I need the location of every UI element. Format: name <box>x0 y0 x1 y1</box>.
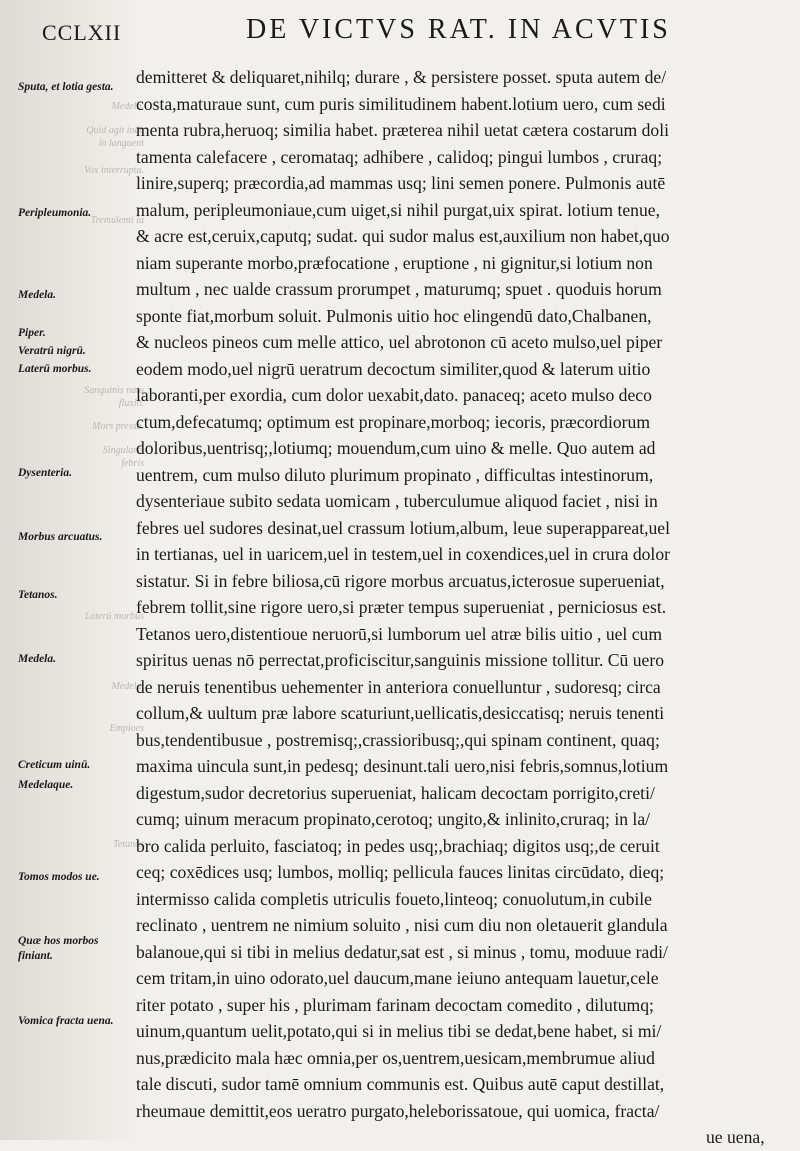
text-line: sistatur. Si in febre biliosa,cū rigore morbus arcuatus,icterosue superueniat, <box>136 570 665 591</box>
text-line: dysenteriaue subito sedata uomicam , tuberculumue aliquod faciet , nisi in <box>136 491 658 511</box>
text-line: nus,prædicito mala hæc omnia,per os,uentrem,uesicam,membrumue aliud <box>136 1047 655 1068</box>
text-line: uinum,quantum uelit,potato,qui si in melius tibi se dedat,bene habet, si mi/ <box>136 1021 662 1041</box>
text-line: bus,tendentibusue , postremisq;,crassioribusq;,qui spinam continent, quaq; <box>136 729 660 750</box>
text-line: tamenta calefacere , ceromataq; adhibere , calidoq; pingui lumbos , cruraq; <box>136 146 663 167</box>
show-through-text: Tremulenti ia <box>90 215 144 226</box>
marginal-note: Tomos modos ue. <box>18 871 100 883</box>
text-line: cem tritam,in uino odorato,uel daucum,mane ieiuno antequam lauetur,cele <box>136 968 659 988</box>
marginal-note: Laterū morbus. <box>18 363 92 375</box>
text-line: doloribus,uentrisq;,lotiumq; mouendum,cum uino & melle. Quo autem ad <box>136 438 656 458</box>
text-line: rheumaue demittit,eos ueratro purgato,heleborissatoue, qui uomica, fracta/ <box>136 1100 660 1121</box>
text-line: febres uel sudores desinat,uel crassum lotium,album, leue superappareat,uel <box>136 517 670 538</box>
text-line: niam superante morbo,præfocatione , eruptione , ni gignitur,si lotium non <box>136 252 653 273</box>
show-through-text: Laterū morbus <box>84 611 144 622</box>
text-line: de neruis tenentibus uehementer in anteriora conuelluntur , sudoresq; circa <box>136 676 661 697</box>
show-through-text: Tetanos <box>113 839 144 850</box>
text-line: bro calida perluito, fasciatoq; in pedes usq;,brachiaq; digitos usq;,de ceruit <box>136 835 660 856</box>
text-line: cumq; uinum meracum propinato,cerotoq; ungito,& inlinito,cruraq; in la/ <box>136 809 651 829</box>
marginal-note: Veratrū nigrū. <box>18 345 86 357</box>
show-through-text: Singularis febris <box>102 445 144 469</box>
marginal-note: Piper. <box>18 327 46 339</box>
text-line: ue uena, <box>706 1127 765 1147</box>
text-line: laboranti,per exordia, cum dolor uexabit,dato. panaceq; aceto mulso deco <box>136 385 652 405</box>
text-line: multum , nec ualde crassum prorumpet , maturumq; spuet . quoduis horum <box>136 279 662 299</box>
text-line: ctum,defecatumq; optimum est propinare,morboq; iecoris, præcordiorum <box>136 411 650 432</box>
text-line: costa,maturaue sunt, cum puris similitudinem habent.lotium uero, cum sedi <box>136 93 666 114</box>
text-line: Tetanos uero,distentioue neruorū,si lumborum uel atræ bilis uitio , uel cum <box>136 623 662 644</box>
text-line: menta rubra,heruoq; similia habet. præterea nihil uetat cætera costarum doli <box>136 120 670 140</box>
text-line: ceq; coxēdices usq; lumbos, molliq; pellicula fauces linitas circūdato, dieq; <box>136 862 665 882</box>
text-line: maxima uincula sunt,in pedesq; desinunt.tali uero,nisi febris,somnus,lotium <box>136 756 669 776</box>
text-line: linire,superq; præcordia,ad mammas usq; lini semen ponere. Pulmonis autē <box>136 173 666 193</box>
marginal-note: Sputa, et lotia gesta. <box>18 81 114 93</box>
text-line: demitteret & deliquaret,nihilq; durare , & persistere posset. sputa autem de/ <box>136 67 667 87</box>
show-through-text: Medela. <box>111 681 144 692</box>
text-line: eodem modo,uel nigrū ueratrum decoctum similiter,quod & laterum uitio <box>136 358 651 379</box>
marginal-note: Vomica fracta uena. <box>18 1015 114 1027</box>
text-line: riter potato , super his , plurimam farinam decoctam comedito , dilutumq; <box>136 994 654 1015</box>
marginal-note: Medela. <box>18 653 57 665</box>
text-line: tale discuti, sudor tamē omnium communis est. Quibus autē caput destillat, <box>136 1074 665 1094</box>
marginal-note: Morbus arcuatus. <box>18 531 103 543</box>
text-line: reclinato , uentrem ne nimium soluito , nisi cum diu non oletauerit glandula <box>136 915 668 935</box>
show-through-text: Quid agit inde in languent <box>86 125 144 149</box>
show-through-text: Medela. <box>111 101 144 112</box>
text-line: balanoue,qui si tibi in melius dedatur,sat est , si minus , tomu, moduue radi/ <box>136 941 668 962</box>
marginal-note: Tetanos. <box>18 589 58 601</box>
text-line: sponte fiat,morbum soluit. Pulmonis uitio hoc elingendū dato,Chalbanen, <box>136 305 652 326</box>
text-line: malum, peripleumoniaue,cum uiget,si nihil purgat,uix spirat. lotium tenue, <box>136 199 660 220</box>
text-line: intermisso calida completis utriculis foueto,linteoq; conuolutum,in cubile <box>136 888 652 909</box>
show-through-text: Mors pressa. <box>92 421 144 432</box>
text-line: spiritus uenas nō perrectat,proficiscitur,sanguinis missione tollitur. Cū uero <box>136 650 664 670</box>
text-line: in tertianas, uel in uaricem,uel in testem,uel in coxendices,uel in crura dolor <box>136 544 670 564</box>
text-line: & nucleos pineos cum melle attico, uel abrotonon cū aceto mulso,uel piper <box>136 332 663 352</box>
folio-number: CCLXII <box>42 20 122 45</box>
marginal-note: Medelaque. <box>18 779 74 791</box>
marginal-note: Dysenteria. <box>18 467 72 479</box>
show-through-text: Sanguinis natu fluxio. <box>84 385 144 409</box>
text-line: collum,& uultum præ labore scaturiunt,uellicatis,desiccatisq; neruis tenenti <box>136 703 665 723</box>
show-through-text: Vox interrupta. <box>84 165 144 176</box>
running-title: DE VICTVS RAT. IN ACVTIS <box>246 14 671 45</box>
text-line: uentrem, cum mulso diluto plurimum propinato , difficultas intestinorum, <box>136 464 654 485</box>
show-through-text: Empioes <box>109 723 144 734</box>
marginal-note: Quæ hos morbos finiant. <box>18 935 99 962</box>
text-line: & acre est,ceruix,caputq; sudat. qui sudor malus est,auxilium non habet,quo <box>136 226 670 246</box>
text-line: febrem tollit,sine rigore uero,si præter tempus superueniat , perniciosus est. <box>136 597 667 617</box>
marginal-note: Peripleumonia. <box>18 207 92 219</box>
marginal-note: Creticum uinū. <box>18 759 91 771</box>
marginal-notes <box>0 0 144 1140</box>
text-line: digestum,sudor decretorius superueniat, halicam decoctam porrigito,creti/ <box>136 782 655 803</box>
marginal-note: Medela. <box>18 289 57 301</box>
